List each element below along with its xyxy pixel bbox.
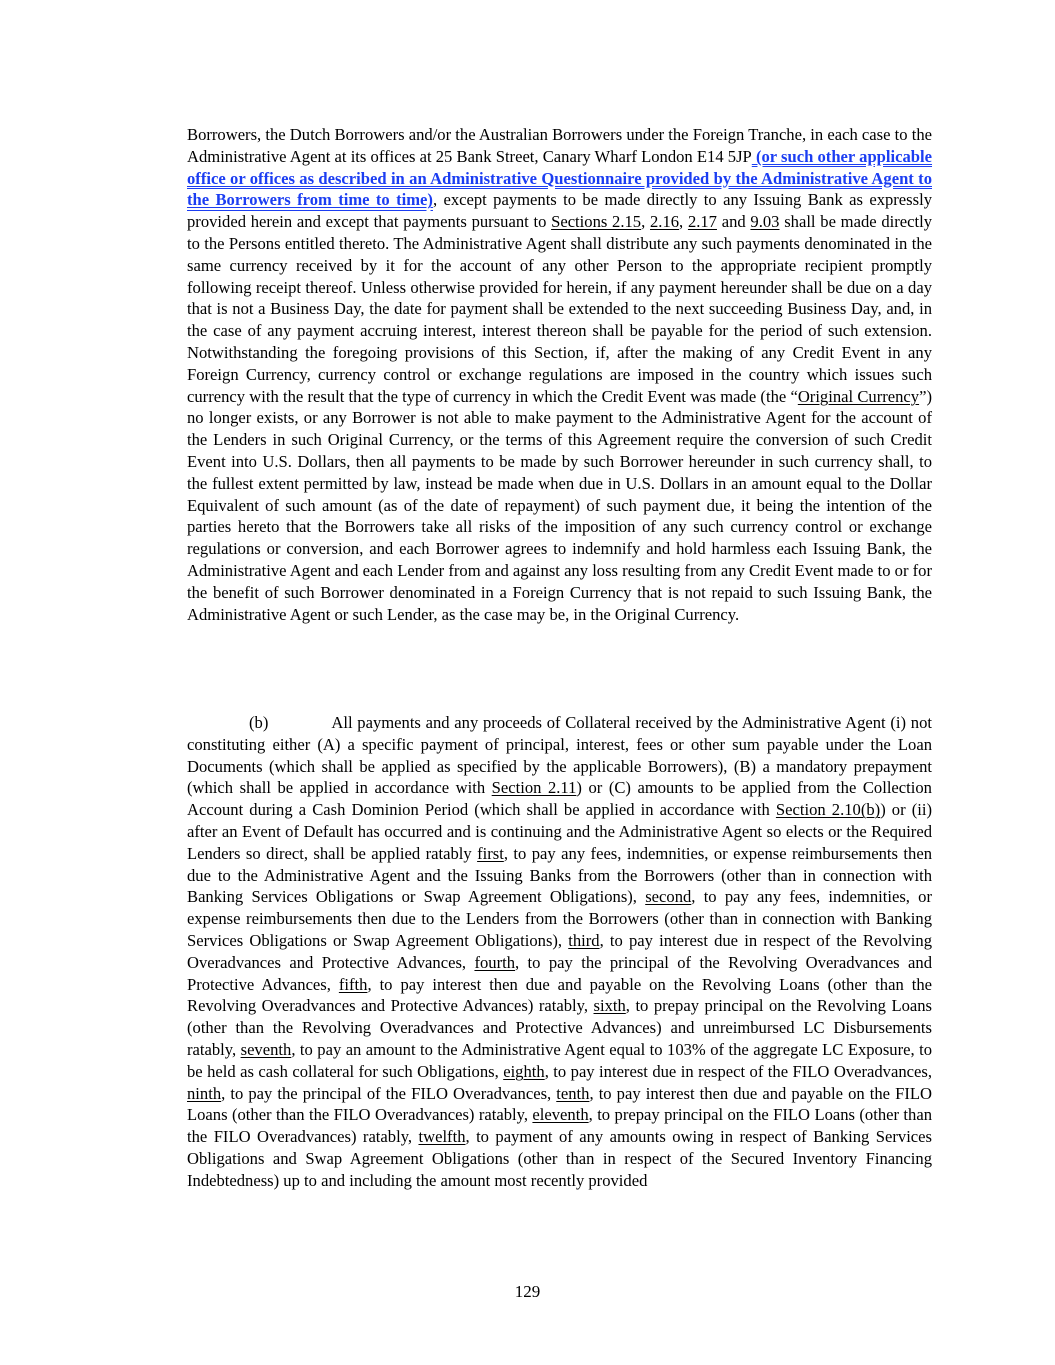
text-run: , to pay any fees, indemnities, or expense reimbursements then due to the Administrative Agent and the Issuing Banks from the Borrowers (other than in connection with Banking Services Obligations or Swap Agreement Obligations),	[187, 843, 932, 907]
text-run: ,	[641, 212, 650, 232]
ordinal-term: fourth	[474, 952, 516, 972]
text-run: ”) no longer exists, or any Borrower is not able to make payment to the Administrative Agent for the account of the Lenders in such Original Currency, or the terms of this Agreement require the conversion of such Credit Event into U.S. Dollars, then all payments to be made by such Borrower hereunder in such currency shall, to the fullest extent permitted by law, instead be made when due in U.S. Dollars in an amount equal to the Dollar Equivalent of such amount (as of the date of repayment) of such payment due, it being the intention of the parties hereto that the Borrowers take all risks of the imposition of any such currency control or exchange regulations or conversion, and each Borrower agrees to indemnify and hold harmless each Issuing Bank, the Administrative Agent and each Lender from and against any loss resulting from any Credit Event made to or for the benefit of such Borrower denominated in a Foreign Currency that is not repaid to such Issuing Bank, the Administrative Agent or such Lender, as the case may be, in the Original Currency.	[187, 386, 932, 624]
section-reference: Sections 2.15	[551, 212, 642, 232]
section-reference: 9.03	[750, 212, 780, 232]
text-run: ) or (C) amounts to be applied from the Collection Account during a Cash Dominion Period (which shall be applied in accordance with	[187, 778, 932, 820]
text-run: , to pay any fees, indemnities, or expense reimbursements then due to the Lenders from the Borrowers (other than in connection with Banking Services Obligations or Swap Agreement Obligations),	[187, 887, 932, 950]
text-run: , to pay interest due in respect of the Revolving Overadvances and Protective Advances,	[187, 930, 932, 972]
paragraph-label: (b)	[249, 713, 269, 732]
text-run: , to pay the principal of the Revolving Overadvances and Protective Advances,	[187, 952, 932, 994]
ordinal-term: fifth	[338, 974, 368, 994]
paragraph-a-continuation	[187, 124, 932, 625]
paragraph-b	[187, 712, 932, 1192]
text-run: , to pay the principal of the FILO Overadvances,	[221, 1083, 557, 1103]
ordinal-term: seventh	[240, 1039, 292, 1059]
text-run: ,	[679, 212, 688, 232]
text-run: , to pay interest then due and payable on the FILO Loans (other than the FILO Overadvances) ratably,	[187, 1083, 932, 1125]
ordinal-term: ninth	[187, 1083, 222, 1103]
defined-term: Original Currency	[797, 386, 920, 406]
section-reference: 2.16	[650, 212, 680, 232]
text-run: , to pay an amount to the Administrative Agent equal to 103% of the aggregate LC Exposure, to be held as cash collateral for such Obligations,	[187, 1039, 932, 1081]
text-run: , to payment of any amounts owing in respect of Banking Services Obligations and Swap Agreement Obligations (other than in respect of the Secured Inventory Financing Indebtedness) up to and including the amount most recently provided	[187, 1127, 932, 1190]
section-reference: 2.17	[687, 212, 717, 232]
ordinal-term: eleventh	[532, 1105, 589, 1125]
text-run: shall be made directly to the Persons entitled thereto. The Administrative Agent shall distribute any such payments denominated in the same currency received by it for the account of any other Person to the appropriate recipient promptly following receipt thereof. Unless otherwise provided for herein, if any payment hereunder shall be due on a day that is not a Business Day, the date for payment shall be extended to the next succeeding Business Day, and, in the case of any payment accruing interest, interest thereon shall be payable for the period of such extension. Notwithstanding the foregoing provisions of this Section, if, after the making of any Credit Event in any Foreign Currency, currency control or exchange regulations are imposed in the country which issues such currency with the result that the type of currency in which the Credit Event was made (the “	[187, 212, 933, 406]
ordinal-term: third	[568, 930, 600, 950]
ordinal-term: eighth	[503, 1061, 545, 1081]
ordinal-term: tenth	[556, 1083, 590, 1103]
inserted-text-revision: (or such other applicable office or offices as described in an Administrative Questionnaire provided by the Administrative Agent to the Borrowers from time to time)	[187, 146, 933, 210]
ordinal-term: twelfth	[418, 1127, 466, 1147]
ordinal-term: second	[645, 887, 692, 907]
text-run: and	[716, 212, 751, 232]
text-run: , to prepay principal on the Revolving Loans (other than the Revolving Overadvances and Protective Advances) and unreimbursed LC Disbursements ratably,	[187, 996, 933, 1059]
text-run: , except payments to be made directly to any Issuing Bank as expressly provided herein and except that payments pursuant to	[187, 190, 932, 232]
text-run: ) or (ii) after an Event of Default has occurred and is continuing and the Administrative Agent so elects or the Required Lenders so direct, shall be applied ratably	[187, 800, 933, 863]
section-reference: Section 2.11	[491, 778, 577, 798]
section-reference: Section 2.10(b)	[775, 800, 881, 820]
page-number: 129	[514, 1282, 541, 1301]
text-run: , to pay interest then due and payable on the Revolving Loans (other than the Revolving Overadvances and Protective Advances) ratably,	[187, 974, 932, 1016]
text-run: , to prepay principal on the FILO Loans (other than the FILO Overadvances) ratably,	[187, 1105, 933, 1147]
text-run: Borrowers, the Dutch Borrowers and/or the Australian Borrowers under the Foreign Tranche, in each case to the Administrative Agent at its offices at 25 Bank Street, Canary Wharf London E14 5JP	[187, 125, 932, 166]
text-run: All payments and any proceeds of Collateral received by the Administrative Agent (i) not constituting either (A) a specific payment of principal, interest, fees or other sum payable under the Loan Documents (which shall be applied as specified by the applicable Borrowers), (B) a mandatory prepayment (which shall be applied in accordance with	[187, 713, 932, 798]
ordinal-term: sixth	[593, 996, 626, 1016]
text-run: , to pay interest due in respect of the FILO Overadvances,	[544, 1061, 932, 1081]
ordinal-term: first	[477, 843, 504, 863]
